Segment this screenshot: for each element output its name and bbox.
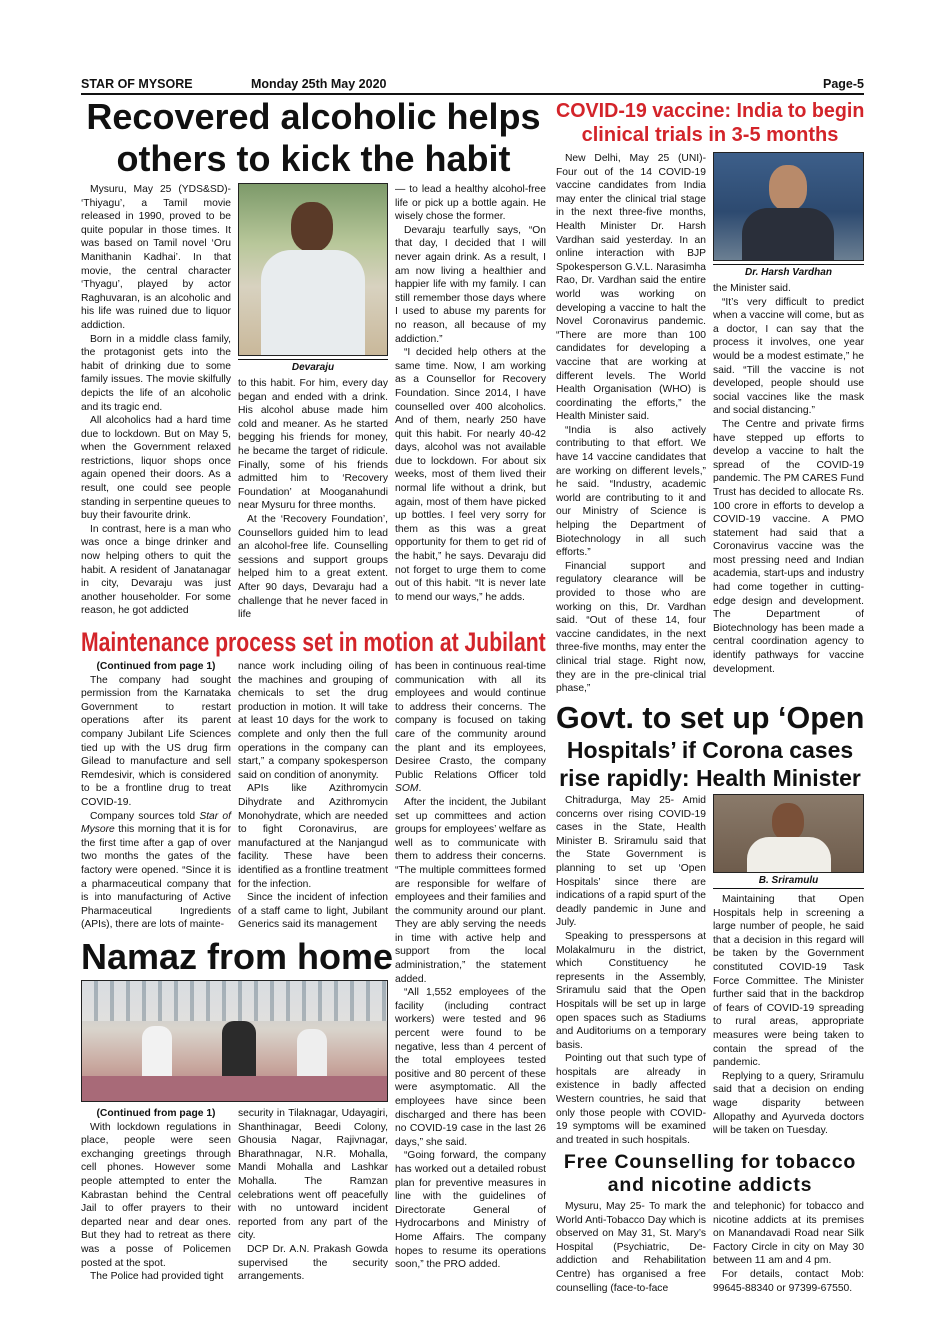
paragraph: Speaking to presspersons at Molakalmuru in the district, which Constituency he represents in the Assembly, Sriramulu said that the Open Hospitals will be set up in large open spaces such as Stadiums and Auditoriums on a temporary basis. (556, 930, 706, 1051)
paragraph: and telephonic) for tobacco and nicotine addicts at its premises on Manandavadi Road near Silk Factory Circle in city on May 30 between 11 am and 4 pm. (713, 1201, 864, 1267)
paragraph: to this habit. For him, every day began and ended with a drink. His alcohol abuse made him cold and meaner. As he started begging his friends for money, he became the target of ridicule. Finally, some of his friends admitted him to ‘Recovery Foundation’ at Mooganahundi near Mysuru for three months. (238, 378, 388, 512)
paragraph (395, 660, 546, 796)
vaccine-headline (556, 99, 864, 147)
headline-line: Recovered alcoholic helps (86, 96, 541, 137)
devaraju-photo (238, 183, 388, 356)
jubilant-column-1 (81, 660, 231, 932)
paragraph: The Police had provided tight (90, 1271, 224, 1283)
paragraph: nance work including oiling of the machines and grouping of chemicals to set the drug production in motion. It will take at least 10 days for the work to complete and only then the full operations in the company can start,” a company spokesperson said on condition of anonymity. (238, 661, 388, 781)
headline-line: rise rapidly: Health Minister (559, 765, 861, 791)
sriramulu-photo (713, 794, 864, 873)
continued-note: (Continued from page 1) (96, 661, 216, 672)
counselling-column-2 (713, 1200, 864, 1295)
photo-caption: Devaraju (238, 359, 388, 374)
paragraph: In contrast, here is a man who was once a binge drinker and now helping others to quit the habit. A resident of Janatanagar in city, Devaraju was just another householder. For some reason, he got addicted (81, 523, 231, 617)
paragraph: Pointing out that such type of hospitals are already in existence in badly affected Western countries, he said that only those people with COVID-19 symptoms will be examined and treated in such hospitals. (556, 1053, 706, 1146)
jubilant-column-3 (395, 660, 546, 1272)
paragraph: Maintaining that Open Hospitals help in screening a large number of people, he said that a decision in this regard will be taken by the Government constituted COVID-19 Task Force Committee. The Minister further said that in the backdrop of fears of COVID-19 spreading to rural areas, appropriate measures were being taken to contain the spread of the pandemic. (713, 894, 864, 1069)
paragraph: Replying to a query, Sriramulu said that a decision on ending wage disparity between Allopathy and Ayurveda doctors will be taken on Tuesday. (713, 1070, 864, 1137)
paragraph: — to lead a healthy alcohol-free life or pick up a bottle again. He wisely chose the former. (395, 184, 546, 223)
paragraph: Mysuru, May 25 (YDS&SD)- ‘Thiyagu’, a Tamil movie released in 1990, proved to be quite popular in those times. It was based on Tamil novel ‘Oru Manithanin Kadhai’. In that movie, the central character ‘Thyagu’, played by actor Raghuvaran, is an alcoholic and his life was ruined due to liquor addiction. (81, 184, 231, 331)
govt-column-2-stack (713, 794, 864, 1138)
paragraph: “All 1,552 employees of the facility (including contract workers) were tested and 96 percent were found to be negative, less than 4 percent of the total employees tested positive and 80 percent of these were asymptomatic. All the employees have since been discharged and there has been no COVID-19 case in the last 26 days,” she said. (395, 987, 546, 1148)
headline-line: Hospitals’ if Corona cases (566, 737, 854, 763)
paragraph: “Going forward, the company has worked out a detailed robust plan for preventive measures in line with the guidelines of Directorate General of Hydrocarbons and Ministry of Home Affairs. The company hopes to resume its operations soon,” the PRO added. (395, 1150, 546, 1271)
photo-caption: Dr. Harsh Vardhan (713, 264, 864, 279)
headline-line: Maintenance process set in motion at Jubilant (81, 627, 546, 657)
paragraph (81, 810, 231, 932)
paragraph: At the ‘Recovery Foundation’, Counsellors guided him to lead an alcohol-free life. Counselling sessions and support groups helped him to a great extent. After 90 days, Devaraju had a challenge that he never faced in life (238, 513, 388, 621)
paragraph: the Minister said. (713, 283, 791, 294)
issue-date: Monday 25th May 2020 (251, 77, 387, 91)
namaz-column-2 (238, 1107, 388, 1284)
headline-line: and nicotine addicts (607, 1174, 813, 1196)
paragraph: After the incident, the Jubilant set up committees and action groups for employees’ welfare as well as to communicate with them to address their concerns. “The multiple committees formed are responsible for welfare of employees and their families and the community around our plant. They are ably serving the needs in time with active help and support from the local administration,” the statement added. (395, 796, 546, 985)
vaccine-column-1 (556, 152, 706, 696)
paragraph: DCP Dr. A.N. Prakash Gowda supervised the security arrangements. (238, 1243, 388, 1283)
alcoholic-column-2 (238, 377, 388, 622)
govt-column-1 (556, 794, 706, 1147)
headline-line: others to kick the habit (116, 138, 511, 179)
paragraph: Financial support and regulatory clearance will be provided to those who are working on this, Dr. Vardhan said. “Out of these 14, four vaccine candidates, in the next three-five months, may enter the clinical trial stage. Right now, they are in the pre-clinical trial phase,” (556, 560, 706, 695)
page-number: Page-5 (823, 77, 864, 91)
govt-headline (556, 700, 864, 792)
headline-line: COVID-19 vaccine: India to begin (556, 100, 865, 122)
publication-name: Star of Mysore (81, 810, 231, 836)
jubilant-column-2 (238, 660, 388, 932)
paragraph: With lockdown regulations in place, people were seen exchanging greetings through cell phones. However some people attempted to enter the Kabrastan behind the Central Jail to offer prayers to their departed near and dear ones. But they had to retreat as there was a posse of Policemen posted at the spot. (81, 1121, 231, 1269)
paragraph: APIs like Azithromycin Dihydrate and Azithromycin Monohydrate, which are needed to fight Coronavirus, are manufactured at the Nanjangud facility. These have been identified as a frontline treatment for the infection. (238, 783, 388, 890)
paragraph: The Centre and private firms have stepped up efforts to develop a vaccine to halt the spread of the COVID-19 pandemic. The PM CARES Fund Trust has decided to allocate Rs. 100 crore in efforts to develop a COVID-19 vaccine. A PMO statement had said that a Coronavirus vaccine was the most pressing need and Indian academia, start-ups and industry had come together in cutting-edge design and development. The Department of Biotechnology has been made a central coordination agency to identify pathways for vaccine development. (713, 418, 864, 675)
paragraph: Since the incident of infection of a staff came to light, Jubilant Generics said its management (238, 892, 388, 931)
paragraph: “I decided help others at the same time. Now, I am working as a Counsellor for Recovery Foundation. Since 2014, I have counselled over 400 alcoholics. And of them, nearly 250 have quit this habit. For nearly 40-42 days, alcohol was not available due to lockdown. For about six weeks, most of them lived their normal life without a drink, but again, most of them have picked up bottles. I feel very sorry for them as this was a great opportunity for them to get rid of the habit,” he says. Devaraju did not forget to urge them to come out of this habit. “It is never late to mend our ways,” he adds. (395, 347, 546, 603)
namaz-column-1 (81, 1107, 231, 1284)
publication-name: SOM (395, 783, 419, 795)
paragraph: The company had sought permission from the Karnataka Government to restart operations after its parent company Jubilant Life Sciences tied up with the US drug firm Gilead to manufacture and sell Remdesivir, which is considered to be a frontline drug to treat COVID-19. (81, 674, 231, 808)
text: this morning that it is for the first time after a gap of over two months the gates of the factory were opened. “Since it is a pharmaceutical company that is into manufacturing of Active Pharmaceutical Ingredients (APIs), there are lots of mainte- (81, 824, 231, 931)
alcoholic-column-1 (81, 183, 231, 618)
alcoholic-column-3 (395, 183, 546, 604)
paragraph: Mysuru, May 25- To mark the World Anti-Tobacco Day which is observed on May 31, St. Mary’s Hospital (Psychiatric, De-addiction and Rehabilitation Centre) has organised a free counselling (face-to-face (556, 1201, 706, 1294)
paper-name: STAR OF MYSORE (81, 77, 193, 91)
headline-line: Free Counselling for tobacco (563, 1151, 857, 1173)
paragraph: Devaraju tearfully says, “On that day, I decided that I will never again drink. As a result, I am now living a healthier and happier life with my family. I can still remember those days where I used to abuse my parents for no reason, all because of my addiction.” (395, 224, 546, 345)
paragraph: All alcoholics had a hard time due to lockdown. But on May 5, when the Government relaxed restrictions, liquor shops once again opened their doors. As a result, one could see people standing in serpentine queues to buy their favourite drink. (81, 415, 231, 522)
namaz-headline: Namaz from home (81, 936, 394, 977)
photo-caption: B. Sriramulu (713, 875, 864, 889)
namaz-photo (81, 980, 388, 1102)
harsh-vardhan-photo (713, 152, 864, 261)
govt-column-2 (713, 893, 864, 1138)
counselling-column-1 (556, 1200, 706, 1295)
paragraph: Born in a middle class family, the protagonist gets into the habit of drinking due to some family issues. The movie skilfully depicts the life of an alcoholic and its tragic end. (81, 333, 231, 413)
vaccine-column-2-stack (713, 152, 864, 676)
paragraph: New Delhi, May 25 (UNI)- Four out of the 14 COVID-19 vaccine candidates from India may enter the clinical trial stage in the next three-five months, Health Minister Dr. Harsh Vardhan said yesterday. In an online interaction with BJP Spokesperson G.V.L. Narasimha Rao, Dr. Vardhan said the entire world was working on developing a vaccine to halt the Novel Coronavirus pandemic. “There are more than 100 candidates for developing a vaccine that are working at different levels. The World Health Organisation (WHO) is coordinating the efforts,” the Health Minister said. (556, 153, 706, 423)
alcoholic-column-2-stack (238, 183, 388, 622)
vaccine-column-2 (713, 282, 864, 676)
paragraph: security in Tilaknagar, Udayagiri, Shanthinagar, Beedi Colony, Ghousia Nagar, Rajivnagar, Bharathnagar, N.R. Mohalla, Mandi Mohalla and Lashkar Mohalla. The Ramzan celebrations went off peacefully with no untoward incident reported from any part of the city. (238, 1108, 388, 1242)
paragraph: Chitradurga, May 25- Amid concerns over rising COVID-19 cases in the State, Health Minister B. Sriramulu said that the State Government is planning to set up ‘Open Hospitals’ since there are indications of a rapid spurt of the deadly pandemic in June and July. (556, 795, 706, 929)
paragraph: “India is also actively contributing to that effort. We have 14 vaccine candidates that are working on different levels,” he said. “Industry, academic world are contributing to it and our Ministry of Science is helping the Department of Biotechnology in all such efforts.” (556, 424, 706, 559)
counselling-headline (556, 1151, 864, 1197)
jubilant-headline (81, 626, 546, 658)
headline-line: Govt. to set up ‘Open (556, 700, 865, 735)
text: Company sources told (90, 810, 200, 822)
text: has been in continuous real-time communication with all its employees and would continue to address their concerns. The company is focused on taking care of the community around the plant and its employees, Desiree Crasto, the company Public Relations Officer told (395, 661, 546, 781)
alcoholic-headline (81, 96, 546, 180)
continued-note: (Continued from page 1) (96, 1108, 216, 1119)
headline-line: clinical trials in 3-5 months (581, 124, 839, 146)
text: . (418, 783, 422, 795)
paragraph: “It’s very difficult to predict when a vaccine will come, but as a doctor, I can say that the process it involves, one year would be a modest estimate,” he said. “Till the vaccine is not developed, people should use social vaccines like the mask and social distancing.” (713, 296, 864, 417)
paragraph: For details, contact Mob: 99645-88340 or 97399-67550. (713, 1268, 864, 1294)
header-rule (81, 93, 864, 95)
